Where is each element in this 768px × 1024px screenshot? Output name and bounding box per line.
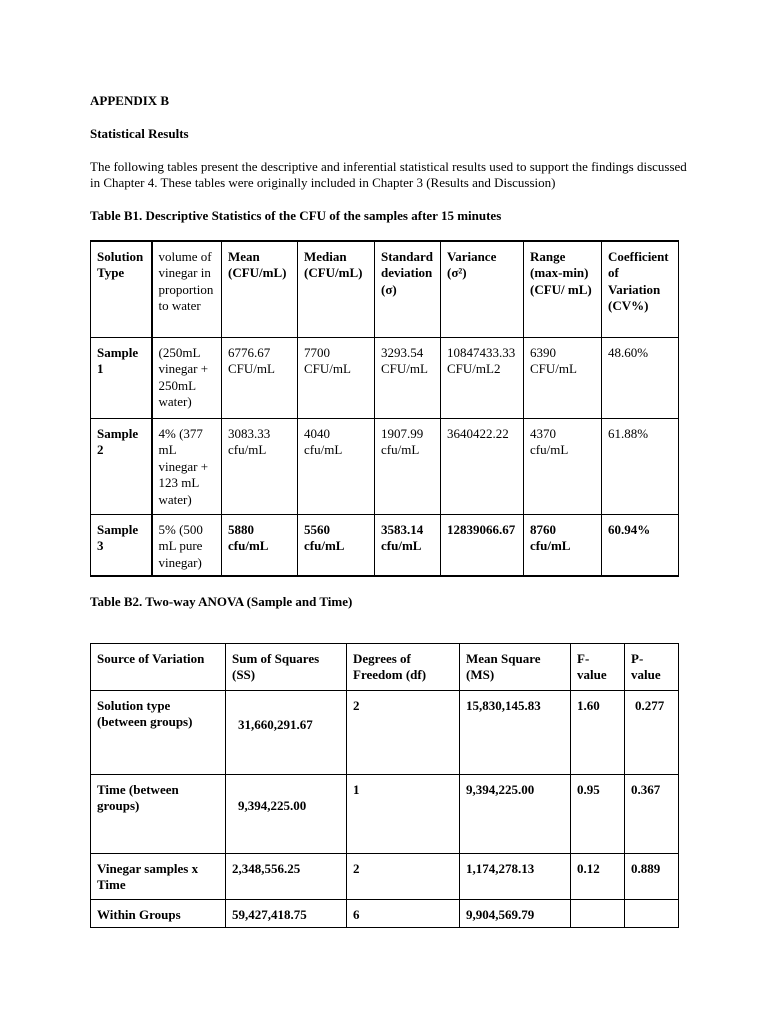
table-cell xyxy=(571,900,625,928)
table-cell: 0.95 xyxy=(571,775,625,854)
table-cell: 6776.67 CFU/mL xyxy=(222,338,298,419)
table-cell: Solution type (between groups) xyxy=(91,691,226,775)
table-row xyxy=(91,419,679,515)
table-cell: 9,394,225.00 xyxy=(460,775,571,854)
header-cell: F-value xyxy=(571,644,625,691)
table-cell: Sample 3 xyxy=(91,515,152,577)
header-cell: Mean Square (MS) xyxy=(460,644,571,691)
header-cell: Coefficient of Variation (CV%) xyxy=(602,241,679,338)
table-cell: 6390 CFU/mL xyxy=(524,338,602,419)
table-header-row xyxy=(91,241,679,338)
table-cell: 31,660,291.67 xyxy=(226,691,347,775)
header-cell: Degrees of Freedom (df) xyxy=(347,644,460,691)
table-cell: 1,174,278.13 xyxy=(460,854,571,900)
header-cell: Sum of Squares (SS) xyxy=(226,644,347,691)
table-cell: 3640422.22 xyxy=(441,419,524,515)
table-cell: 60.94% xyxy=(602,515,679,577)
table-row xyxy=(91,900,679,928)
table-cell: 0.277 xyxy=(625,691,679,775)
table-cell: 2 xyxy=(347,854,460,900)
table-cell: 48.60% xyxy=(602,338,679,419)
table-cell: 10847433.33 CFU/mL2 xyxy=(441,338,524,419)
header-cell: P-value xyxy=(625,644,679,691)
table-cell: 7700 CFU/mL xyxy=(298,338,375,419)
header-cell: Variance (σ²) xyxy=(441,241,524,338)
table-cell: 59,427,418.75 xyxy=(226,900,347,928)
table-cell: Vinegar samples x Time xyxy=(91,854,226,900)
table-cell: 5880 cfu/mL xyxy=(222,515,298,577)
table-cell: 4040 cfu/mL xyxy=(298,419,375,515)
table-cell: 4% (377 mL vinegar + 123 mL water) xyxy=(152,419,222,515)
table-cell: 15,830,145.83 xyxy=(460,691,571,775)
header-cell: Solution Type xyxy=(91,241,152,338)
table-cell: 9,394,225.00 xyxy=(226,775,347,854)
table-cell: 9,904,569.79 xyxy=(460,900,571,928)
appendix-title: APPENDIX B xyxy=(90,93,170,108)
table-cell: 5560 cfu/mL xyxy=(298,515,375,577)
table-header-row xyxy=(91,644,679,691)
table-b1-caption: Table B1. Descriptive Statistics of the CFU of the samples after 15 minutes xyxy=(90,208,502,223)
table-row xyxy=(91,775,679,854)
table-cell: 4370 cfu/mL xyxy=(524,419,602,515)
table-row xyxy=(91,691,679,775)
table-row xyxy=(91,338,679,419)
table-cell: Within Groups xyxy=(91,900,226,928)
table-b2 xyxy=(90,643,679,928)
section-title: Statistical Results xyxy=(90,126,189,141)
table-cell: Sample 1 xyxy=(91,338,152,419)
table-cell: 12839066.67 xyxy=(441,515,524,577)
table-cell: Time (between groups) xyxy=(91,775,226,854)
header-cell: volume of vinegar in proportion to water xyxy=(152,241,222,338)
table-cell: 5% (500 mL pure vinegar) xyxy=(152,515,222,577)
header-cell: Range (max-min) (CFU/ mL) xyxy=(524,241,602,338)
header-cell: Standard deviation (σ) xyxy=(375,241,441,338)
table-cell: 3293.54 CFU/mL xyxy=(375,338,441,419)
table-cell xyxy=(625,900,679,928)
table-b2-caption: Table B2. Two-way ANOVA (Sample and Time) xyxy=(90,594,353,609)
table-cell: 61.88% xyxy=(602,419,679,515)
table-cell: 3083.33 cfu/mL xyxy=(222,419,298,515)
table-cell: 0.889 xyxy=(625,854,679,900)
table-cell: 8760 cfu/mL xyxy=(524,515,602,577)
table-cell: 6 xyxy=(347,900,460,928)
table-cell: 2,348,556.25 xyxy=(226,854,347,900)
table-cell: 1 xyxy=(347,775,460,854)
table-cell: 2 xyxy=(347,691,460,775)
intro-paragraph: The following tables present the descriptive and inferential statistical results used to support the findings discussed in Chapter 4. These tables were originally included in Chapter 3 (Results and Discussion) xyxy=(90,159,687,190)
table-cell: 1.60 xyxy=(571,691,625,775)
table-b1 xyxy=(90,240,679,577)
header-cell: Mean (CFU/mL) xyxy=(222,241,298,338)
header-cell: Source of Variation xyxy=(91,644,226,691)
table-cell: (250mL vinegar + 250mL water) xyxy=(152,338,222,419)
table-cell: 0.12 xyxy=(571,854,625,900)
table-row xyxy=(91,515,679,577)
table-cell: 3583.14 cfu/mL xyxy=(375,515,441,577)
header-cell: Median (CFU/mL) xyxy=(298,241,375,338)
table-cell: 0.367 xyxy=(625,775,679,854)
table-cell: Sample 2 xyxy=(91,419,152,515)
table-cell: 1907.99 cfu/mL xyxy=(375,419,441,515)
table-row xyxy=(91,854,679,900)
